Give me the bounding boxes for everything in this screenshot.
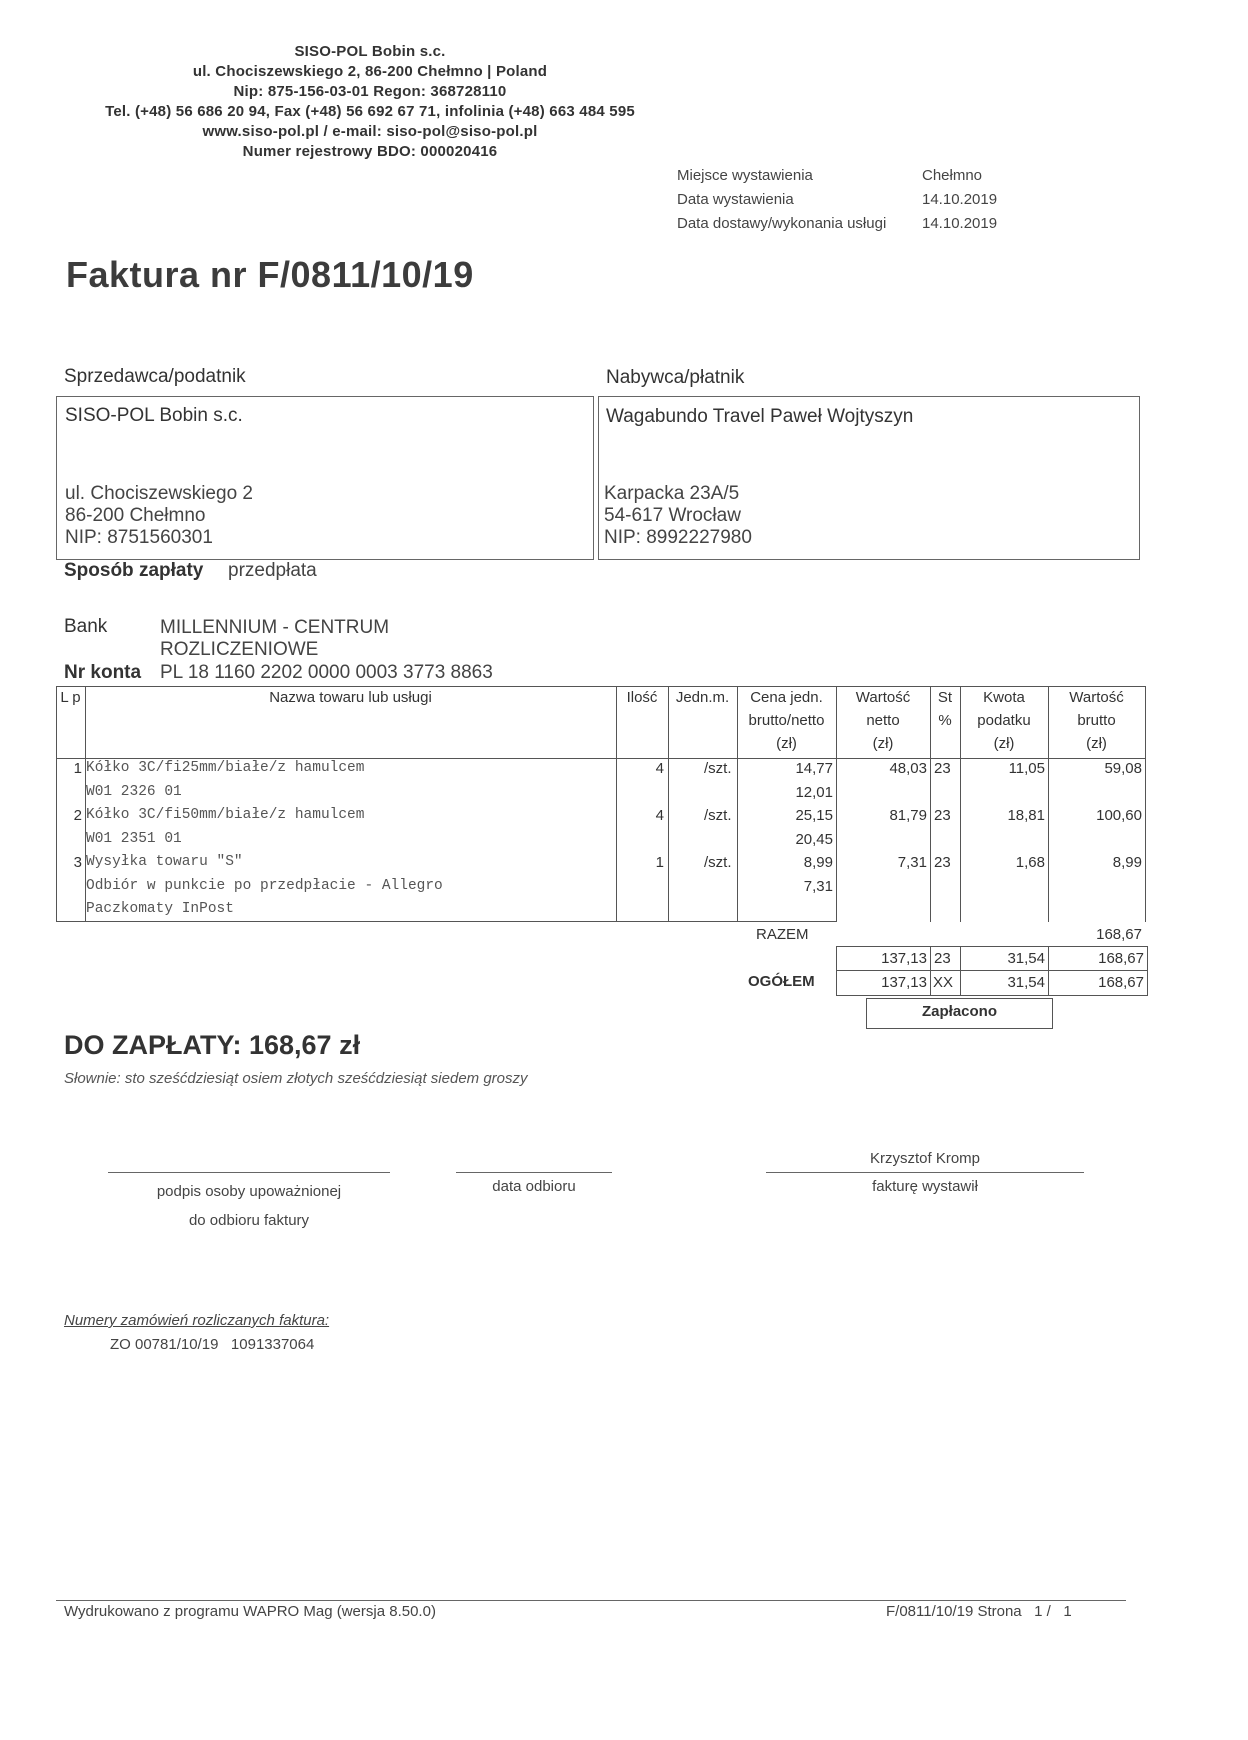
buyer-label: Nabywca/płatnik bbox=[606, 367, 745, 388]
ogolem-net: 137,13 bbox=[881, 974, 927, 991]
row3-price-net: 7,31 bbox=[803, 878, 833, 895]
summary-grid bbox=[836, 946, 1148, 996]
summary-rate: 23 bbox=[934, 950, 951, 967]
receiver-label-2: do odbioru faktury bbox=[188, 1212, 310, 1229]
col-gross bbox=[1048, 686, 1145, 755]
col-net-line1: Wartość bbox=[855, 689, 911, 706]
ogolem-rate: XX bbox=[933, 974, 954, 991]
account-number: PL 18 1160 2202 0000 0003 3773 8863 bbox=[160, 662, 493, 683]
row3-net: 7,31 bbox=[897, 854, 927, 871]
company-name: SISO-POL Bobin s.c. bbox=[294, 43, 446, 60]
row3-qty: 1 bbox=[655, 854, 664, 871]
row2-price-gross: 25,15 bbox=[795, 807, 833, 824]
row1-qty: 4 bbox=[655, 760, 664, 777]
row2-lp: 2 bbox=[73, 807, 82, 824]
col-qty: Ilość bbox=[626, 689, 658, 706]
paid-label: Zapłacono bbox=[921, 1003, 997, 1020]
row1-code: W01 2326 01 bbox=[86, 784, 182, 800]
seller-box bbox=[56, 396, 594, 560]
buyer-city: 54-617 Wrocław bbox=[604, 505, 741, 526]
row2-price-net: 20,45 bbox=[795, 831, 833, 848]
row3-lp: 3 bbox=[73, 854, 82, 871]
company-ids: Nip: 875-156-03-01 Regon: 368728110 bbox=[233, 83, 507, 100]
row1-name: Kółko 3C/fi25mm/białe/z hamulcem bbox=[86, 760, 365, 776]
row3-tax: 1,68 bbox=[1015, 854, 1045, 871]
buyer-street: Karpacka 23A/5 bbox=[604, 483, 740, 504]
seller-name: SISO-POL Bobin s.c. bbox=[65, 405, 243, 426]
printed-by: Wydrukowano z programu WAPRO Mag (wersja 8.50.0) bbox=[64, 1603, 436, 1620]
payment-label: Sposób zapłaty bbox=[64, 560, 204, 581]
row3-unit: /szt. bbox=[704, 854, 732, 871]
row1-price-net: 12,01 bbox=[795, 784, 833, 801]
seller-street: ul. Chociszewskiego 2 bbox=[65, 483, 253, 504]
row3-rate: 23 bbox=[934, 854, 951, 871]
col-lp: L p bbox=[60, 689, 81, 706]
col-unit: Jedn.m. bbox=[675, 689, 730, 706]
bank-name-line2: ROZLICZENIOWE bbox=[160, 639, 319, 660]
seller-city: 86-200 Chełmno bbox=[65, 505, 206, 526]
issuer-name: Krzysztof Kromp bbox=[869, 1150, 981, 1167]
issuer-signature-line bbox=[766, 1172, 1084, 1173]
amount-in-words: Słownie: sto sześćdziesiąt osiem złotych sześćdziesiąt siedem groszy bbox=[64, 1070, 528, 1087]
razem-label: RAZEM bbox=[756, 926, 809, 943]
buyer-name: Wagabundo Travel Paweł Wojtyszyn bbox=[606, 406, 914, 427]
row2-name: Kółko 3C/fi50mm/białe/z hamulcem bbox=[86, 807, 365, 823]
delivery-value: 14.10.2019 bbox=[922, 215, 998, 232]
ogolem-label: OGÓŁEM bbox=[748, 973, 815, 990]
row1-tax: 11,05 bbox=[1008, 760, 1045, 777]
paid-box bbox=[866, 998, 1053, 1029]
bank-name bbox=[160, 617, 389, 661]
amount-to-pay: DO ZAPŁATY: 168,67 zł bbox=[64, 1030, 361, 1060]
bank-label: Bank bbox=[64, 616, 108, 637]
account-label: Nr konta bbox=[64, 662, 142, 683]
page-number: F/0811/10/19 Strona 1 / 1 bbox=[886, 1603, 1072, 1620]
summary-tax: 31,54 bbox=[1007, 950, 1045, 967]
row2-net: 81,79 bbox=[889, 807, 927, 824]
summary-gross: 168,67 bbox=[1098, 950, 1144, 967]
bank-name-line1: MILLENNIUM - CENTRUM bbox=[160, 617, 390, 638]
col-price bbox=[737, 686, 836, 755]
delivery-label: Data dostawy/wykonania usługi bbox=[677, 215, 887, 232]
col-net-line2: netto bbox=[866, 712, 900, 729]
ogolem-tax: 31,54 bbox=[1007, 974, 1045, 991]
row2-qty: 4 bbox=[655, 807, 664, 824]
row3-desc2: Paczkomaty InPost bbox=[86, 901, 234, 917]
row2-code: W01 2351 01 bbox=[86, 831, 182, 847]
orders-value: ZO 00781/10/19 1091337064 bbox=[110, 1336, 315, 1353]
row2-rate: 23 bbox=[934, 807, 951, 824]
row1-price-gross: 14,77 bbox=[795, 760, 833, 777]
col-gross-line3: (zł) bbox=[1086, 735, 1107, 752]
col-tax bbox=[960, 686, 1048, 755]
col-net bbox=[836, 686, 930, 755]
row3-desc: Odbiór w punkcie po przedpłacie - Allegro bbox=[86, 878, 443, 894]
footer-rule bbox=[56, 1600, 1126, 1601]
company-web: www.siso-pol.pl / e-mail: siso-pol@siso-pol.pl bbox=[202, 123, 538, 140]
row1-gross: 59,08 bbox=[1104, 760, 1142, 777]
company-bdo: Numer rejestrowy BDO: 000020416 bbox=[242, 143, 498, 160]
col-gross-line2: brutto bbox=[1077, 712, 1116, 729]
items-table bbox=[56, 686, 1146, 922]
summary-net: 137,13 bbox=[881, 950, 927, 967]
receiver-label-1: podpis osoby upoważnionej bbox=[156, 1183, 342, 1200]
buyer-nip: NIP: 8992227980 bbox=[604, 527, 752, 548]
col-rate-line1: St bbox=[937, 689, 953, 706]
row1-rate: 23 bbox=[934, 760, 951, 777]
date-signature-line bbox=[456, 1172, 612, 1173]
col-tax-line3: (zł) bbox=[993, 735, 1015, 752]
seller-address bbox=[65, 483, 253, 549]
company-contact: Tel. (+48) 56 686 20 94, Fax (+48) 56 692 67 71, infolinia (+48) 663 484 595 bbox=[105, 103, 635, 120]
date-label: Data wystawienia bbox=[677, 191, 794, 208]
receipt-date-label: data odbioru bbox=[492, 1178, 576, 1195]
orders-label: Numery zamówień rozliczanych faktura: bbox=[64, 1312, 330, 1329]
row2-gross: 100,60 bbox=[1096, 807, 1142, 824]
col-rate bbox=[930, 686, 960, 732]
ogolem-gross: 168,67 bbox=[1098, 974, 1144, 991]
col-price-line3: (zł) bbox=[776, 735, 797, 752]
company-header bbox=[60, 42, 680, 162]
seller-nip: NIP: 8751560301 bbox=[65, 527, 213, 548]
receiver-signature bbox=[108, 1177, 390, 1235]
buyer-address bbox=[604, 483, 752, 549]
payment-value: przedpłata bbox=[228, 560, 317, 581]
receiver-signature-line bbox=[108, 1172, 390, 1173]
row2-unit: /szt. bbox=[704, 807, 732, 824]
row2-tax: 18,81 bbox=[1007, 807, 1045, 824]
row1-unit: /szt. bbox=[704, 760, 732, 777]
issuer-label: fakturę wystawił bbox=[872, 1178, 978, 1195]
place-value: Chełmno bbox=[922, 167, 983, 184]
row1-net: 48,03 bbox=[889, 760, 927, 777]
row3-price-gross: 8,99 bbox=[803, 854, 833, 871]
col-name: Nazwa towaru lub usługi bbox=[269, 689, 432, 706]
col-net-line3: (zł) bbox=[872, 735, 894, 752]
col-rate-line2: % bbox=[938, 712, 952, 729]
place-label: Miejsce wystawienia bbox=[677, 167, 813, 184]
col-price-line1: Cena jedn. bbox=[750, 689, 823, 706]
col-tax-line1: Kwota bbox=[983, 689, 1025, 706]
col-gross-line1: Wartość bbox=[1069, 689, 1124, 706]
invoice-title: Faktura nr F/0811/10/19 bbox=[66, 254, 474, 295]
row1-lp: 1 bbox=[73, 760, 82, 777]
razem-gross: 168,67 bbox=[1096, 926, 1142, 943]
buyer-box bbox=[598, 396, 1140, 560]
col-tax-line2: podatku bbox=[977, 712, 1031, 729]
row3-gross: 8,99 bbox=[1112, 854, 1142, 871]
col-price-line2: brutto/netto bbox=[748, 712, 825, 729]
seller-label: Sprzedawca/podatnik bbox=[64, 366, 246, 387]
company-address: ul. Chociszewskiego 2, 86-200 Chełmno | Poland bbox=[192, 63, 548, 80]
date-value: 14.10.2019 bbox=[922, 191, 998, 208]
row3-name: Wysyłka towaru "S" bbox=[86, 854, 243, 870]
